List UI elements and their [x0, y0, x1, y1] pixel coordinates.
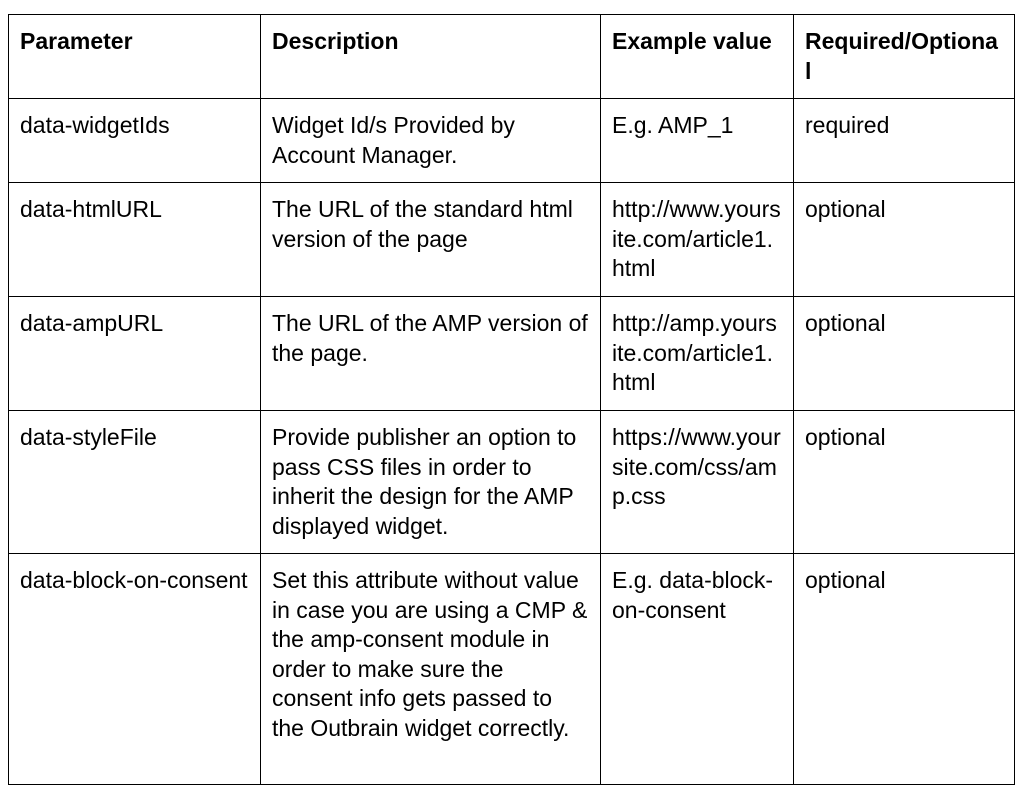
cell-parameter: data-widgetIds — [9, 99, 261, 183]
cell-description: Provide publisher an option to pass CSS files in order to inherit the design for the AMP displayed widget. — [261, 411, 601, 554]
header-example-value: Example value — [601, 15, 794, 99]
cell-parameter: data-htmlURL — [9, 183, 261, 297]
cell-required: optional — [794, 297, 1015, 411]
cell-example: http://www.yoursite.com/article1.html — [601, 183, 794, 297]
cell-required: optional — [794, 183, 1015, 297]
cell-parameter: data-ampURL — [9, 297, 261, 411]
cell-example: E.g. data-block-on-consent — [601, 554, 794, 785]
cell-parameter: data-styleFile — [9, 411, 261, 554]
cell-parameter: data-block-on-consent — [9, 554, 261, 785]
parameters-table — [8, 14, 1015, 785]
table-row — [9, 183, 1015, 297]
cell-required: optional — [794, 554, 1015, 785]
cell-required: required — [794, 99, 1015, 183]
table-row — [9, 411, 1015, 554]
cell-example: https://www.yoursite.com/css/amp.css — [601, 411, 794, 554]
table-row — [9, 554, 1015, 785]
table-row — [9, 99, 1015, 183]
cell-description: Widget Id/s Provided by Account Manager. — [261, 99, 601, 183]
cell-example: http://amp.yoursite.com/article1.html — [601, 297, 794, 411]
header-required-optional: Required/Optional — [794, 15, 1015, 99]
cell-description: Set this attribute without value in case you are using a CMP & the amp-consent module in order to make sure the consent info gets passed to the Outbrain widget correctly. — [261, 554, 601, 785]
cell-required: optional — [794, 411, 1015, 554]
cell-description: The URL of the standard html version of the page — [261, 183, 601, 297]
cell-description: The URL of the AMP version of the page. — [261, 297, 601, 411]
cell-example: E.g. AMP_1 — [601, 99, 794, 183]
table-row — [9, 297, 1015, 411]
header-parameter: Parameter — [9, 15, 261, 99]
table-header-row — [9, 15, 1015, 99]
header-description: Description — [261, 15, 601, 99]
